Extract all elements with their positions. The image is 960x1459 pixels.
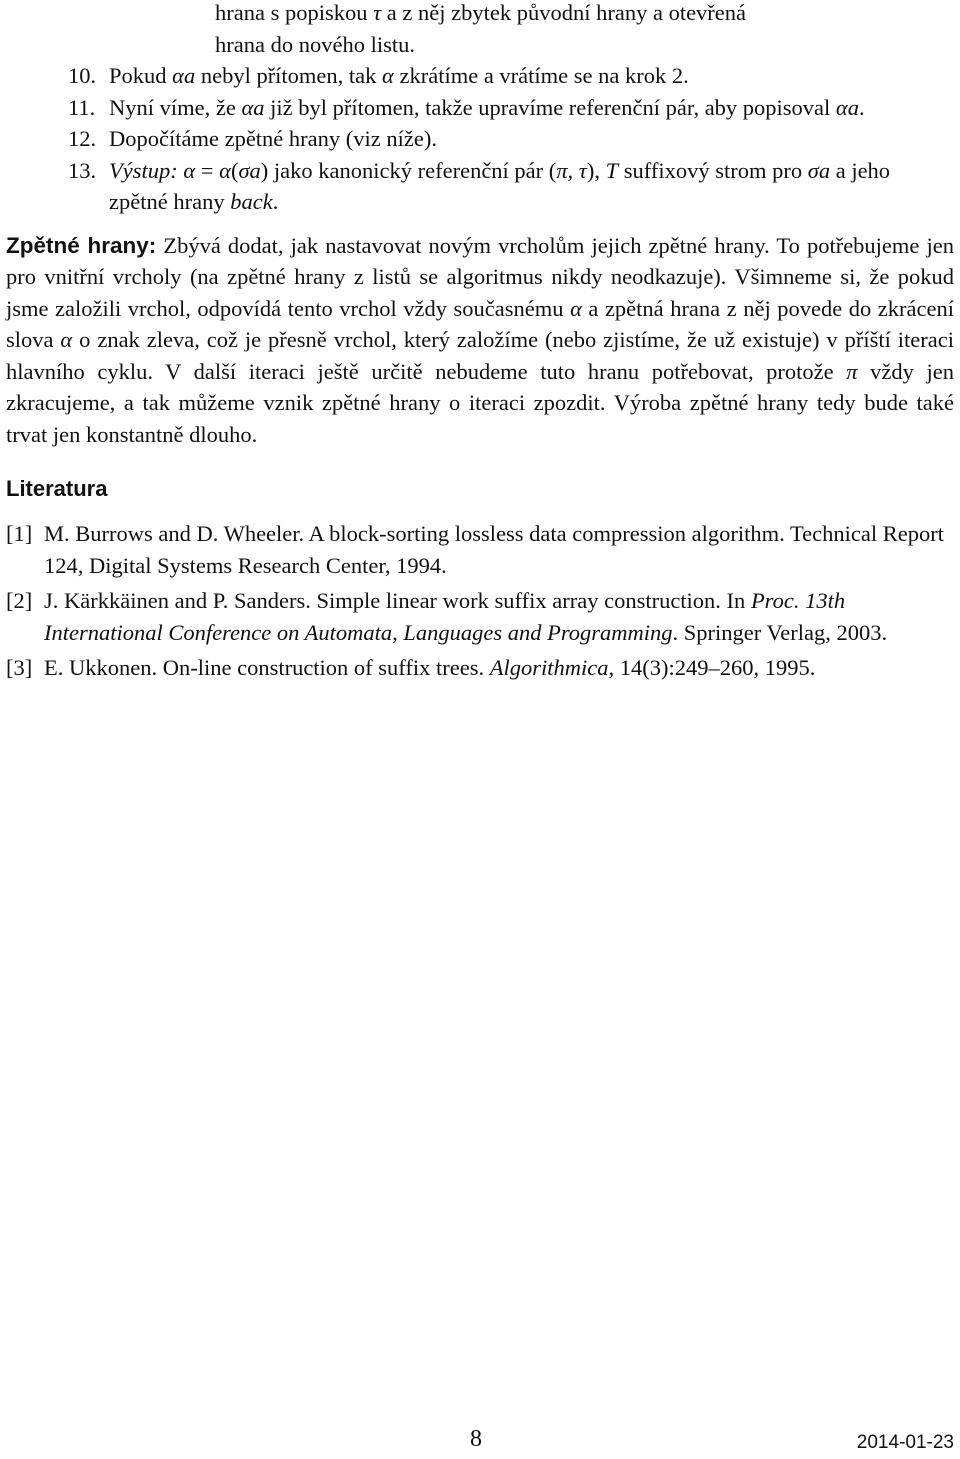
step-continuation — [215, 0, 954, 60]
output-label: Výstup: — [109, 157, 178, 183]
reference-list — [6, 518, 954, 684]
step-number: 13. — [68, 157, 97, 183]
reference-number: [1] — [6, 521, 33, 546]
footer-date: 2014-01-23 — [856, 1432, 954, 1453]
paragraph-heading: Zpětné hrany: — [6, 232, 157, 258]
reference-number: [2] — [6, 588, 33, 613]
continuation-line-2: hrana do nového listu. — [215, 31, 415, 57]
step-number: 12. — [68, 126, 97, 151]
document-page — [6, 0, 954, 688]
reference-item: [2] J. Kärkkäinen and P. Sanders. Simple linear work suffix array construction. In Proc. 13th International Conference on Automata, Languages and Programming. Springer Verlag, 2003. — [6, 585, 954, 648]
section-heading-literatura: Literatura — [6, 476, 108, 501]
reference-number: [3] — [6, 655, 33, 680]
step-13: 13. Výstup: α = α(σa) jako kanonický referenční pár (π, τ), T suffixový strom pro σa a jeho zpětné hrany back. — [6, 155, 954, 218]
step-12: 12. Dopočítáme zpětné hrany (viz níže). — [6, 123, 954, 155]
step-11: 11. Nyní víme, že αa již byl přítomen, takže upravíme referenční pár, aby popisoval αa. — [6, 92, 954, 124]
step-10: 10. Pokud αa nebyl přítomen, tak α zkrátíme a vrátíme se na krok 2. — [6, 60, 954, 92]
algorithm-steps — [6, 0, 954, 218]
step-number: 11. — [68, 94, 96, 120]
reference-item: [3] E. Ukkonen. On-line construction of suffix trees. Algorithmica, 14(3):249–260, 1995. — [6, 652, 954, 684]
backlinks-paragraph: Zpětné hrany: Zbývá dodat, jak nastavovat novým vrcholům jejich zpětné hrany. To potřebujeme jen pro vnitřní vrcholy (na zpětné hrany z listů se algoritmus nikdy neodkazuje). Všimneme si, že pokud jsme založili vrchol, odpovídá tento vrchol vždy současnému α a zpětná hrana z něj povede do zkrácení slova α o znak zleva, což je přesně vrchol, který založíme (nebo zjistíme, že už existuje) v příští iteraci hlavního cyklu. V další iteraci ještě určitě nebudeme tuto hranu potřebovat, protože π vždy jen zkracujeme, a tak můžeme vznik zpětné hrany o iteraci zpozdit. Výroba zpětné hrany tedy bude také trvat jen konstantně dlouho. — [6, 232, 954, 447]
reference-item: [1] M. Burrows and D. Wheeler. A block-sorting lossless data compression algorithm. Technical Report 124, Digital Systems Research Center, 1994. — [6, 518, 954, 581]
step-number: 10. — [68, 63, 97, 88]
continuation-line-1: hrana s popiskou τ a z něj zbytek původní hrany a otevřená — [215, 0, 747, 25]
page-number: 8 — [470, 1426, 482, 1452]
